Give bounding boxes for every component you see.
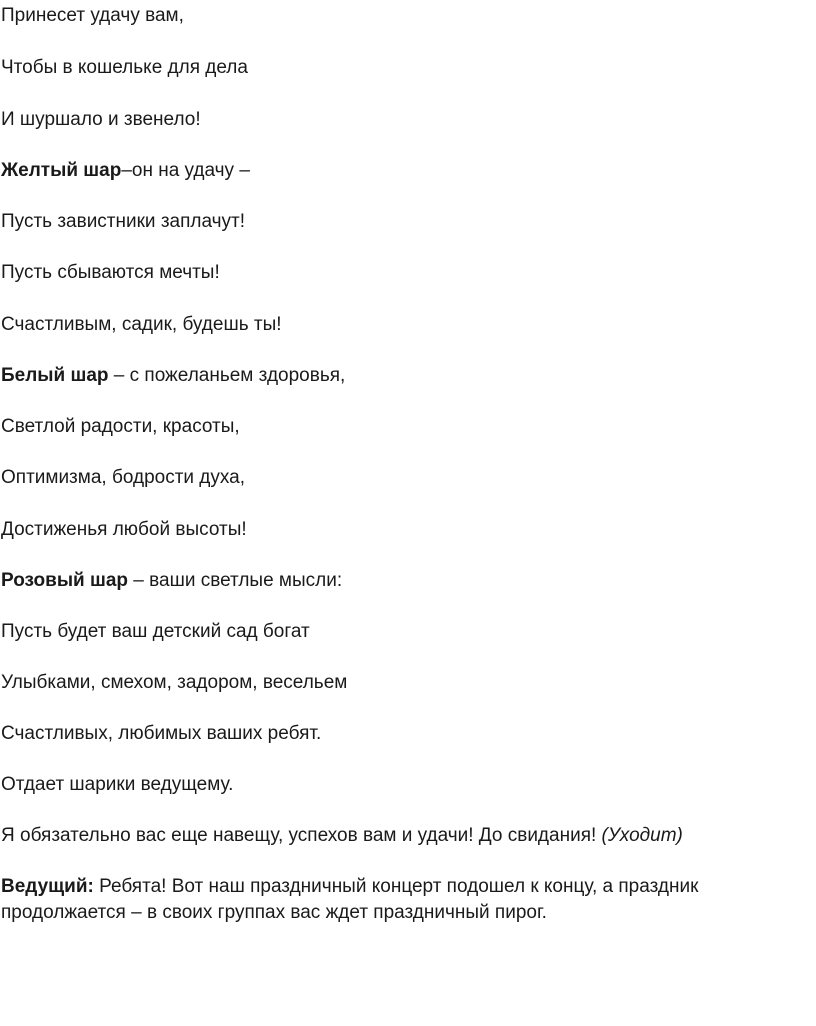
poem-line-7: Счастливым, садик, будешь ты! <box>1 314 282 335</box>
poem-line-5: Пусть завистники заплачут! <box>1 211 246 232</box>
poem-line-9: Светлой радости, красоты, <box>1 416 240 437</box>
poem-line-12: Розовый шар – ваши светлые мысли: <box>1 570 343 591</box>
farewell-line: Я обязательно вас еще навещу, успехов вам и удачи! До свидания! (Уходит) <box>1 825 683 846</box>
speaker-label: Ведущий: <box>1 876 94 897</box>
poem-line-10: Оптимизма, бодрости духа, <box>1 467 246 488</box>
poem-line-4: Желтый шар–он на удачу – <box>1 160 250 181</box>
poem-line-3: И шуршало и звенело! <box>1 109 201 130</box>
balloon-yellow-label: Желтый шар <box>1 160 122 181</box>
poem-line-15: Счастливых, любимых ваших ребят. <box>1 723 322 744</box>
poem-line-14: Улыбками, смехом, задором, весельем <box>1 672 348 693</box>
poem-line-6: Пусть сбываются мечты! <box>1 262 220 283</box>
poem-line-8: Белый шар – с пожеланьем здоровья, <box>1 365 346 386</box>
poem-line-11: Достиженья любой высоты! <box>1 519 247 540</box>
host-closing-paragraph: Ведущий: Ребята! Вот наш праздничный концерт подошел к концу, а праздник продолжается – в своих группах вас ждет праздничный пирог. <box>1 876 699 923</box>
exit-direction: (Уходит) <box>601 825 683 846</box>
poem-line-2: Чтобы в кошельке для дела <box>1 57 248 78</box>
stage-direction: Отдает шарики ведущему. <box>1 774 234 795</box>
poem-line-13: Пусть будет ваш детский сад богат <box>1 621 310 642</box>
balloon-white-label: Белый шар <box>1 365 109 386</box>
balloon-pink-label: Розовый шар <box>1 570 129 591</box>
poem-line-1: Принесет удачу вам, <box>1 5 184 26</box>
